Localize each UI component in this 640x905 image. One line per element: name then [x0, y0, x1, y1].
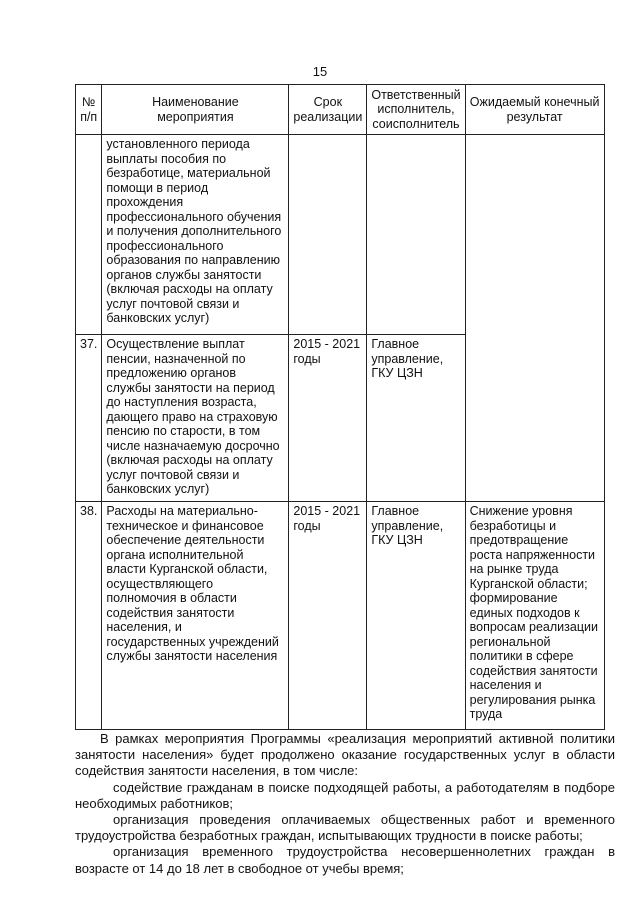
- page-number: 15: [312, 64, 328, 79]
- row-result-empty: [465, 135, 604, 502]
- row-result: Снижение уровня безработицы и предотвращение роста напряженности на рынке труда Курганской области; формирование единых подходов к вопросам реализации региональной политики в сфере содействия занятости населения и регулирования рынка труда: [465, 502, 604, 730]
- paragraph-intro: В рамках мероприятия Программы «реализация мероприятий активной политики занятости населения» будет продолжено оказание государственных услуг в области содействия занятости населения, в том числе:: [75, 731, 615, 779]
- row-term: [289, 135, 367, 335]
- table-header-row: [76, 85, 605, 135]
- paragraph-item: организация временного трудоустройства несовершеннолетних граждан в возрасте от 14 до 18 лет в свободное от учебы время;: [75, 844, 615, 876]
- row-responsible: [367, 135, 465, 335]
- header-responsible: Ответственный исполнитель, соисполнитель: [367, 85, 465, 135]
- row-name: установленного периода выплаты пособия по безработице, материальной помощи в период прохождения профессионального обучения и получения дополнительного профессионального образования по направлению органов службы занятости (включая расходы на оплату услуг почтовой связи и банковских услуг): [102, 135, 289, 335]
- row-number: 38.: [76, 502, 102, 730]
- paragraph-item: организация проведения оплачиваемых общественных работ и временного трудоустройства безработных граждан, испытывающих трудности в поиске работы;: [75, 812, 615, 844]
- row-responsible: Главное управление, ГКУ ЦЗН: [367, 502, 465, 730]
- row-term: 2015 - 2021 годы: [289, 335, 367, 502]
- header-number: № п/п: [76, 85, 102, 135]
- header-name: Наименование мероприятия: [102, 85, 289, 135]
- row-number: 37.: [76, 335, 102, 502]
- row-name: Расходы на материально- техническое и финансовое обеспечение деятельности органа исполнительной власти Курганской области, осуществляющего полномочия в области содействия занятости населения, и государственных учреждений службы занятости населения: [102, 502, 289, 730]
- header-term: Срок реализации: [289, 85, 367, 135]
- row-name: Осуществление выплат пенсии, назначенной по предложению органов службы занятости на период до наступления возраста, дающего право на страховую пенсию по старости, в том числе назначаемую досрочно (включая расходы на оплату услуг почтовой связи и банковских услуг): [102, 335, 289, 502]
- header-result: Ожидаемый конечный результат: [465, 85, 604, 135]
- row-number: [76, 135, 102, 335]
- activities-table: [75, 84, 605, 730]
- table-row: [76, 135, 605, 335]
- row-term: 2015 - 2021 годы: [289, 502, 367, 730]
- table-row: [76, 502, 605, 730]
- row-responsible: Главное управление, ГКУ ЦЗН: [367, 335, 465, 502]
- paragraph-item: содействие гражданам в поиске подходящей работы, а работодателям в подборе необходимых работников;: [75, 779, 615, 811]
- body-text: [75, 731, 615, 877]
